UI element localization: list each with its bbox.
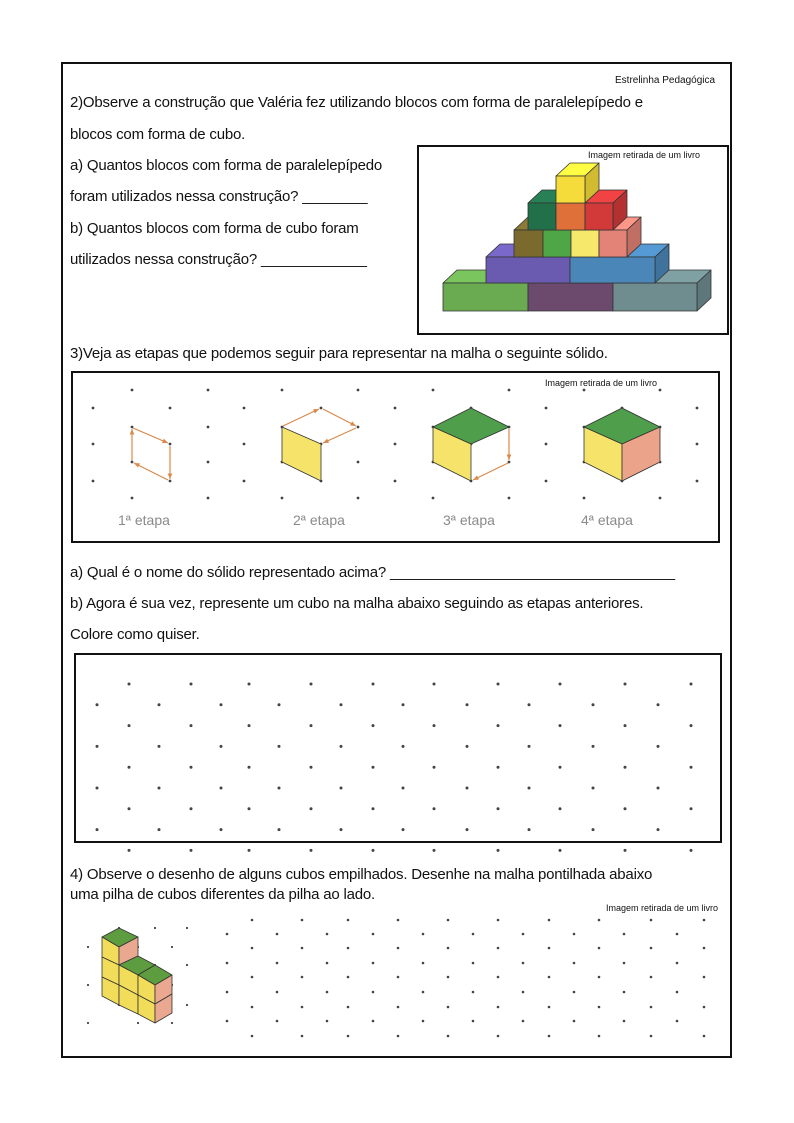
- grid-dot: [650, 976, 653, 979]
- grid-dot: [548, 947, 551, 950]
- grid-dot: [251, 1035, 254, 1038]
- brand-label: Estrelinha Pedagógica: [615, 75, 716, 86]
- grid-dot: [623, 962, 626, 965]
- grid-dot: [522, 1020, 525, 1023]
- q2-b-line2[interactable]: utilizados nessa construção? _____________: [70, 251, 367, 268]
- grid-dot: [326, 1020, 329, 1023]
- grid-dot: [703, 1035, 706, 1038]
- grid-dot: [347, 976, 350, 979]
- grid-dot: [276, 962, 279, 965]
- grid-dot: [676, 962, 679, 965]
- grid-dot: [347, 919, 350, 922]
- q3-title: 3)Veja as etapas que podemos seguir para representar na malha o seguinte sólido.: [70, 345, 608, 362]
- grid-dot: [598, 947, 601, 950]
- grid-dot: [573, 933, 576, 936]
- grid-dot: [676, 933, 679, 936]
- grid-dot: [548, 1035, 551, 1038]
- grid-dot: [548, 976, 551, 979]
- q2-b-line1: b) Quantos blocos com forma de cubo foram: [70, 220, 359, 237]
- q2-title-line1: 2)Observe a construção que Valéria fez utilizando blocos com forma de paralelepípedo e: [70, 94, 643, 111]
- grid-dot: [623, 1020, 626, 1023]
- grid-dot: [548, 1006, 551, 1009]
- grid-dot: [372, 991, 375, 994]
- grid-dot: [397, 1035, 400, 1038]
- grid-dot: [251, 947, 254, 950]
- grid-dot: [573, 1020, 576, 1023]
- q2-a-line1: a) Quantos blocos com forma de paralelepípedo: [70, 157, 383, 174]
- grid-dot: [422, 1020, 425, 1023]
- grid-dot: [301, 947, 304, 950]
- grid-dot: [447, 976, 450, 979]
- grid-dot: [226, 1020, 229, 1023]
- grid-dot: [522, 933, 525, 936]
- grid-dot: [497, 947, 500, 950]
- grid-dot: [598, 1006, 601, 1009]
- grid-dot: [703, 976, 706, 979]
- grid-dot: [251, 1006, 254, 1009]
- grid-dot: [573, 962, 576, 965]
- grid-dot: [703, 947, 706, 950]
- grid-dot: [326, 962, 329, 965]
- grid-dot: [573, 991, 576, 994]
- grid-dot: [326, 991, 329, 994]
- grid-dot: [301, 1006, 304, 1009]
- grid-dot: [703, 1006, 706, 1009]
- q4-title-line1: 4) Observe o desenho de alguns cubos empilhados. Desenhe na malha pontilhada abaixo: [70, 866, 653, 883]
- grid-dot: [347, 1006, 350, 1009]
- grid-dot: [598, 976, 601, 979]
- grid-dot: [623, 933, 626, 936]
- grid-dot: [472, 1020, 475, 1023]
- grid-dot: [347, 947, 350, 950]
- q2-image-credit: Imagem retirada de um livro: [588, 150, 701, 160]
- grid-dot: [422, 962, 425, 965]
- grid-dot: [522, 962, 525, 965]
- step-label-4: 4ª etapa: [581, 512, 633, 528]
- grid-dot: [372, 1020, 375, 1023]
- grid-dot: [372, 962, 375, 965]
- grid-dot: [251, 919, 254, 922]
- grid-dot: [397, 1006, 400, 1009]
- q4-title-line2: uma pilha de cubos diferentes da pilha ao lado.: [70, 886, 375, 903]
- grid-dot: [276, 933, 279, 936]
- grid-dot: [276, 1020, 279, 1023]
- grid-dot: [447, 1035, 450, 1038]
- grid-dot: [422, 933, 425, 936]
- grid-dot: [598, 919, 601, 922]
- q2-a-line2[interactable]: foram utilizados nessa construção? ________: [70, 188, 368, 205]
- grid-dot: [650, 1035, 653, 1038]
- grid-dot: [472, 933, 475, 936]
- grid-dot: [497, 919, 500, 922]
- step-label-2: 2ª etapa: [293, 512, 345, 528]
- q3-b-question: b) Agora é sua vez, represente um cubo na malha abaixo seguindo as etapas anteriores.: [70, 595, 644, 612]
- grid-dot: [497, 1035, 500, 1038]
- grid-dot: [676, 991, 679, 994]
- grid-dot: [397, 919, 400, 922]
- grid-dot: [397, 976, 400, 979]
- q4-image-credit: Imagem retirada de um livro: [606, 903, 719, 913]
- grid-dot: [251, 976, 254, 979]
- grid-dot: [650, 947, 653, 950]
- grid-dot: [447, 947, 450, 950]
- grid-dot: [276, 991, 279, 994]
- grid-dot: [676, 1020, 679, 1023]
- grid-dot: [598, 1035, 601, 1038]
- grid-dot: [447, 1006, 450, 1009]
- grid-dot: [347, 1035, 350, 1038]
- grid-dot: [650, 1006, 653, 1009]
- grid-dot: [372, 933, 375, 936]
- grid-dot: [301, 976, 304, 979]
- q3-b-instruction: Colore como quiser.: [70, 626, 200, 643]
- grid-dot: [497, 976, 500, 979]
- grid-dot: [397, 947, 400, 950]
- grid-dot: [522, 991, 525, 994]
- grid-dot: [226, 933, 229, 936]
- q3-a-question[interactable]: a) Qual é o nome do sólido representado acima? ___________________________________: [70, 564, 675, 581]
- grid-dot: [650, 919, 653, 922]
- grid-dot: [703, 919, 706, 922]
- grid-dot: [301, 919, 304, 922]
- grid-dot: [623, 991, 626, 994]
- grid-dot: [326, 933, 329, 936]
- q3-image-credit: Imagem retirada de um livro: [545, 378, 658, 388]
- step-label-1: 1ª etapa: [118, 512, 170, 528]
- grid-dot: [472, 962, 475, 965]
- step-label-3: 3ª etapa: [443, 512, 495, 528]
- grid-dot: [301, 1035, 304, 1038]
- q2-title-line2: blocos com forma de cubo.: [70, 126, 246, 143]
- grid-dot: [422, 991, 425, 994]
- grid-dot: [497, 1006, 500, 1009]
- grid-dot: [447, 919, 450, 922]
- grid-dot: [226, 962, 229, 965]
- grid-dot: [472, 991, 475, 994]
- grid-dot: [548, 919, 551, 922]
- grid-dot: [226, 991, 229, 994]
